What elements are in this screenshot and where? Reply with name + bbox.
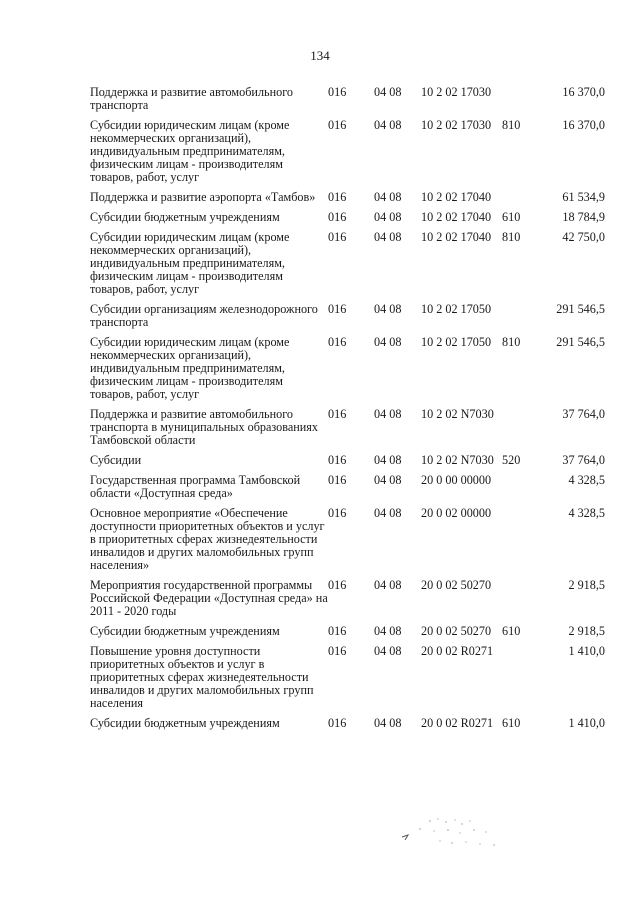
cell-amount: 2 918,5 — [568, 624, 605, 638]
table-row — [90, 579, 605, 625]
cell-vr — [502, 191, 539, 211]
cell-vr — [502, 645, 539, 717]
table-row — [90, 211, 605, 231]
table-row — [90, 119, 605, 191]
cell-ministry: 016 — [328, 453, 347, 467]
cell-ministry: 016 — [328, 407, 347, 421]
cell-article: 20 0 02 R0271 — [421, 644, 494, 658]
cell-ministry: 016 — [328, 85, 347, 99]
cell-name: Субсидии организациям железнодорожного транспорта — [90, 302, 318, 329]
cell-amount: 37 764,0 — [562, 453, 605, 467]
cell-name: Мероприятия государственной программы Российской Федерации «Доступная среда» на 2011 - 2020 годы — [90, 578, 328, 618]
cell-ministry: 016 — [328, 624, 347, 638]
cell-name: Субсидии — [90, 453, 142, 467]
cell-vr: 610 — [502, 624, 521, 638]
cell-vr: 610 — [502, 716, 521, 730]
table-row — [90, 336, 605, 408]
cell-name: Государственная программа Тамбовской области «Доступная среда» — [90, 473, 301, 500]
cell-article: 20 0 02 00000 — [421, 506, 492, 520]
cell-article: 20 0 02 50270 — [421, 624, 492, 638]
cell-name: Субсидии бюджетным учреждениям — [90, 716, 280, 730]
cell-vr — [502, 579, 539, 625]
table-row — [90, 717, 605, 737]
cell-section: 04 08 — [374, 190, 402, 204]
table-row — [90, 231, 605, 303]
table-row — [90, 625, 605, 645]
cell-vr: 610 — [502, 210, 521, 224]
cell-amount: 16 370,0 — [562, 85, 605, 99]
cell-amount: 4 328,5 — [568, 506, 605, 520]
cell-amount: 16 370,0 — [562, 118, 605, 132]
cell-name: Субсидии бюджетным учреждениям — [90, 210, 280, 224]
cell-name: Субсидии юридическим лицам (кроме некоммерческих организаций), индивидуальным предпринимателям, физическим лицам - производителям товаров, работ, услуг — [90, 335, 290, 401]
cell-article: 20 0 02 50270 — [421, 578, 492, 592]
budget-table-body — [90, 86, 605, 737]
cell-amount: 42 750,0 — [562, 230, 605, 244]
table-row — [90, 645, 605, 717]
cell-ministry: 016 — [328, 506, 347, 520]
cell-ministry: 016 — [328, 335, 347, 349]
cell-name: Повышение уровня доступности приоритетных объектов и услуг в приоритетных сферах жизнедеятельности инвалидов и других маломобильных групп населения — [90, 644, 314, 710]
cell-section: 04 08 — [374, 716, 402, 730]
cell-article: 10 2 02 17040 — [421, 190, 492, 204]
cell-article: 10 2 02 N7030 — [421, 407, 494, 421]
cell-section: 04 08 — [374, 335, 402, 349]
cell-vr: 810 — [502, 230, 521, 244]
table-row — [90, 454, 605, 474]
cell-vr: 520 — [502, 453, 521, 467]
table-row — [90, 303, 605, 336]
table-row — [90, 507, 605, 579]
cell-section: 04 08 — [374, 230, 402, 244]
cell-name: Субсидии юридическим лицам (кроме некоммерческих организаций), индивидуальным предпринимателям, физическим лицам - производителям товаров, работ, услуг — [90, 230, 290, 296]
cell-article: 20 0 02 R0271 — [421, 716, 494, 730]
cell-vr — [502, 303, 539, 336]
cell-name: Субсидии бюджетным учреждениям — [90, 624, 280, 638]
cell-name: Основное мероприятие «Обеспечение доступности приоритетных объектов и услуг в приоритетных сферах жизнедеятельности инвалидов и других маломобильных групп населения» — [90, 506, 325, 572]
budget-table — [90, 86, 605, 737]
cell-ministry: 016 — [328, 302, 347, 316]
page-number: 134 — [310, 48, 330, 63]
cell-article: 10 2 02 17050 — [421, 302, 492, 316]
scan-noise-marks — [400, 815, 510, 855]
cell-section: 04 08 — [374, 644, 402, 658]
cell-vr — [502, 507, 539, 579]
table-row — [90, 408, 605, 454]
cell-amount: 291 546,5 — [556, 335, 605, 349]
cell-section: 04 08 — [374, 85, 402, 99]
cell-section: 04 08 — [374, 407, 402, 421]
cell-name: Поддержка и развитие аэропорта «Тамбов» — [90, 190, 316, 204]
cell-name: Субсидии юридическим лицам (кроме некоммерческих организаций), индивидуальным предпринимателям, физическим лицам - производителям товаров, работ, услуг — [90, 118, 290, 184]
cell-vr — [502, 86, 539, 119]
cell-amount: 291 546,5 — [556, 302, 605, 316]
cell-ministry: 016 — [328, 230, 347, 244]
cell-article: 20 0 00 00000 — [421, 473, 492, 487]
cell-ministry: 016 — [328, 190, 347, 204]
cell-section: 04 08 — [374, 473, 402, 487]
cell-article: 10 2 02 17030 — [421, 118, 492, 132]
cell-amount: 4 328,5 — [568, 473, 605, 487]
cell-ministry: 016 — [328, 473, 347, 487]
cell-section: 04 08 — [374, 578, 402, 592]
cell-ministry: 016 — [328, 578, 347, 592]
cell-section: 04 08 — [374, 302, 402, 316]
cell-section: 04 08 — [374, 624, 402, 638]
cell-vr: 810 — [502, 118, 521, 132]
cell-article: 10 2 02 17030 — [421, 85, 492, 99]
cell-section: 04 08 — [374, 453, 402, 467]
cell-section: 04 08 — [374, 118, 402, 132]
cell-amount: 2 918,5 — [568, 578, 605, 592]
cell-article: 10 2 02 17040 — [421, 210, 492, 224]
cell-name: Поддержка и развитие автомобильного транспорта в муниципальных образованиях Тамбовской области — [90, 407, 318, 447]
cell-article: 10 2 02 17040 — [421, 230, 492, 244]
table-row — [90, 191, 605, 211]
cell-amount: 61 534,9 — [562, 190, 605, 204]
cell-vr — [502, 474, 539, 507]
cell-amount: 37 764,0 — [562, 407, 605, 421]
cell-name: Поддержка и развитие автомобильного транспорта — [90, 85, 293, 112]
cell-vr — [502, 408, 539, 454]
cell-section: 04 08 — [374, 506, 402, 520]
cell-vr: 810 — [502, 335, 521, 349]
cell-amount: 18 784,9 — [562, 210, 605, 224]
cell-article: 10 2 02 17050 — [421, 335, 492, 349]
table-row — [90, 474, 605, 507]
cell-amount: 1 410,0 — [568, 644, 605, 658]
cell-section: 04 08 — [374, 210, 402, 224]
cell-ministry: 016 — [328, 716, 347, 730]
table-row — [90, 86, 605, 119]
cell-ministry: 016 — [328, 644, 347, 658]
cell-ministry: 016 — [328, 118, 347, 132]
cell-amount: 1 410,0 — [568, 716, 605, 730]
cell-article: 10 2 02 N7030 — [421, 453, 494, 467]
cell-ministry: 016 — [328, 210, 347, 224]
